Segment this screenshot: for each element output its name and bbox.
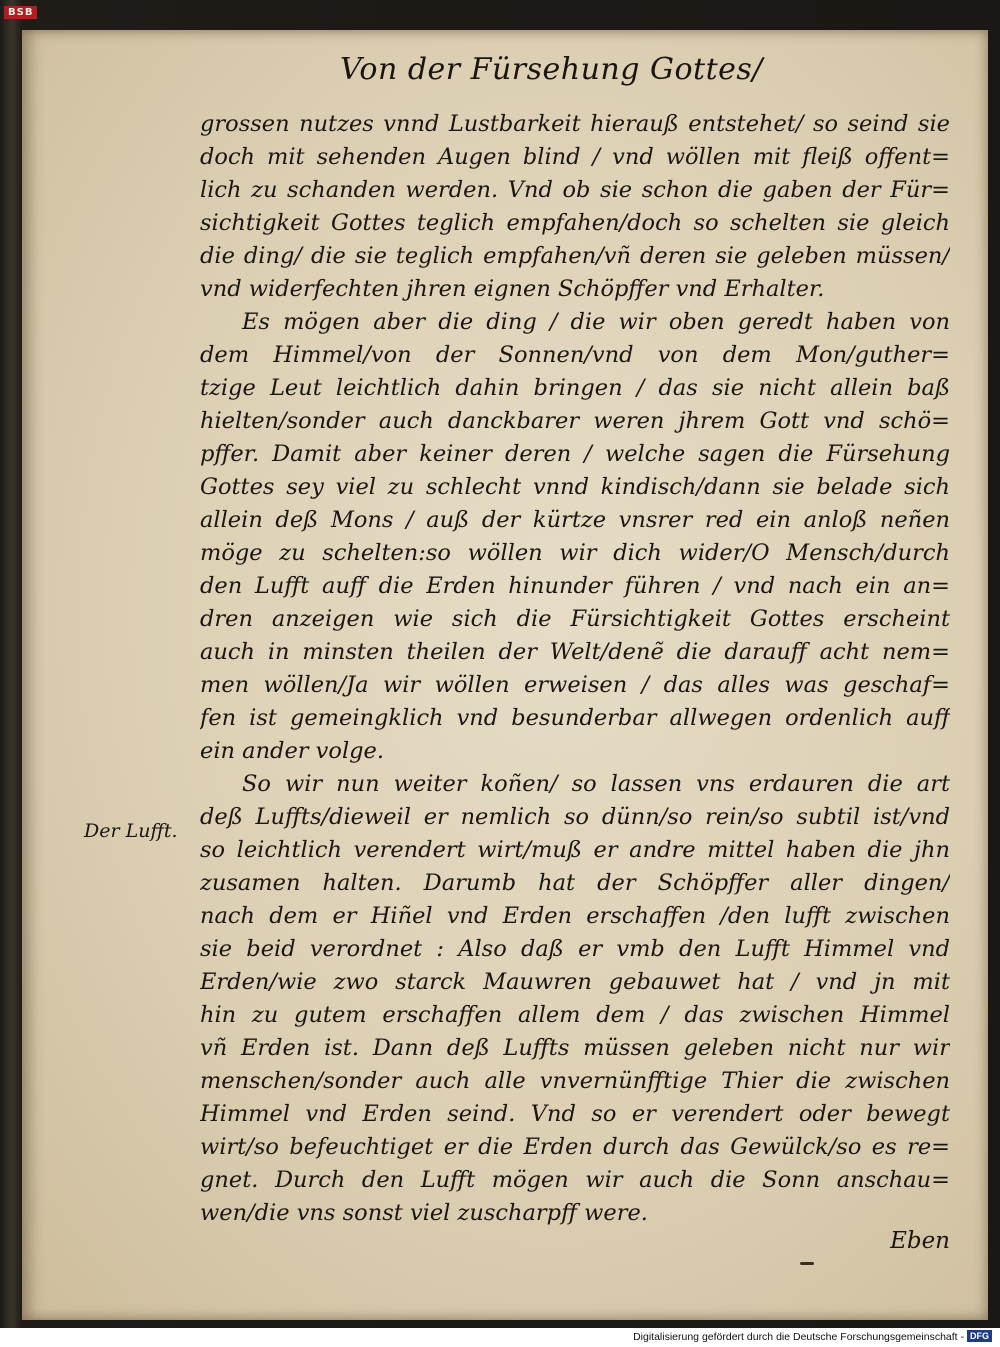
text-line: Himmel vnd Erden seind. Vnd so er verendert oder bewegt [200, 1101, 950, 1127]
text-line: sichtigkeit Gottes teglich empfahen/doch so schelten sie gleich [200, 210, 950, 236]
text-line: sie beid verordnet : Also daß er vmb den Lufft Himmel vnd [200, 936, 950, 962]
text-line: deß Luffts/dieweil er nemlich so dünn/so rein/so subtil ist/vnd [200, 804, 950, 830]
text-line: allein deß Mons / auß der kürtze vnsrer red ein anloß neñen [200, 507, 950, 533]
text-line: so leichtlich verendert wirt/muß er andre mittel haben die jhn [200, 837, 950, 863]
text-line: Es mögen aber die ding / die wir oben geredt haben von [242, 309, 950, 335]
text-line: dem Himmel/von der Sonnen/vnd von dem Mon/guther= [200, 342, 950, 368]
text-line: fen ist gemeingklich vnd besunderbar allwegen ordenlich auff [200, 705, 950, 731]
dfg-logo: DFG [967, 1330, 992, 1342]
footer-credit: Digitalisierung gefördert durch die Deutsche Forschungsgemeinschaft - [633, 1331, 964, 1343]
text-line: So wir nun weiter koñen/ so lassen vns erdauren die art [242, 771, 950, 797]
marginal-note: Der Lufft. [84, 820, 178, 842]
text-line: nach dem er Hiñel vnd Erden erschaffen /den lufft zwischen [200, 903, 950, 929]
text-line: hin zu gutem erschaffen allem dem / das zwischen Himmel [200, 1002, 950, 1028]
text-line: wen/die vns sonst viel zuscharpff were. [200, 1200, 648, 1226]
paragraph [200, 108, 950, 306]
text-line: wirt/so befeuchtiget er die Erden durch das Gewülck/so es re= [200, 1134, 950, 1160]
text-line: möge zu schelten:so wöllen wir dich wider/O Mensch/durch [200, 540, 950, 566]
text-line: menschen/sonder auch alle vnvernünfftige Thier die zwischen [200, 1068, 950, 1094]
text-line: auch in minsten theilen der Welt/denẽ die darauff acht nem= [200, 639, 950, 665]
text-line: Erden/wie zwo starck Mauwren gebauwet hat / vnd jn mit [200, 969, 950, 995]
text-line: hielten/sonder auch danckbarer weren jhrem Gott vnd schö= [200, 408, 950, 434]
text-line: pffer. Damit aber keiner deren / welche sagen die Fürsehung [200, 441, 950, 467]
text-line: ein ander volge. [200, 738, 385, 764]
text-line: Gottes sey viel zu schlecht vnnd kindisch/dann sie belade sich [200, 474, 950, 500]
text-line: lich zu schanden werden. Vnd ob sie schon die gaben der Für= [200, 177, 950, 203]
text-line: zusamen halten. Darumb hat der Schöpffer aller dingen/ [200, 870, 950, 896]
text-line: vnd widerfechten jhren eignen Schöpffer vnd Erhalter. [200, 276, 825, 302]
text-line: dren anzeigen wie sich die Fürsichtigkeit Gottes erscheint [200, 606, 950, 632]
catchword: Eben [890, 1228, 950, 1254]
body-text [200, 108, 950, 1230]
text-line: gnet. Durch den Lufft mögen wir auch die Sonn anschau= [200, 1167, 950, 1193]
text-line: vñ Erden ist. Dann deß Luffts müssen geleben nicht nur wir [200, 1035, 950, 1061]
text-line: die ding/ die sie teglich empfahen/vñ deren sie geleben müssen/ [200, 243, 950, 269]
text-line: doch mit sehenden Augen blind / vnd wöllen mit fleiß offent= [200, 144, 950, 170]
bsb-library-logo: BSB [4, 6, 37, 19]
paragraph [200, 768, 950, 1230]
paragraph [200, 306, 950, 768]
running-head: Von der Fürsehung Gottes/ [340, 52, 763, 87]
text-line: den Lufft auff die Erden hinunder führen / vnd nach ein an= [200, 573, 950, 599]
ink-mark [800, 1262, 814, 1265]
text-line: men wöllen/Ja wir wöllen erweisen / das alles was geschaf= [200, 672, 950, 698]
text-line: tzige Leut leichtlich dahin bringen / das sie nicht allein baß [200, 375, 950, 401]
text-line: grossen nutzes vnnd Lustbarkeit hierauß entstehet/ so seind sie [200, 111, 950, 137]
